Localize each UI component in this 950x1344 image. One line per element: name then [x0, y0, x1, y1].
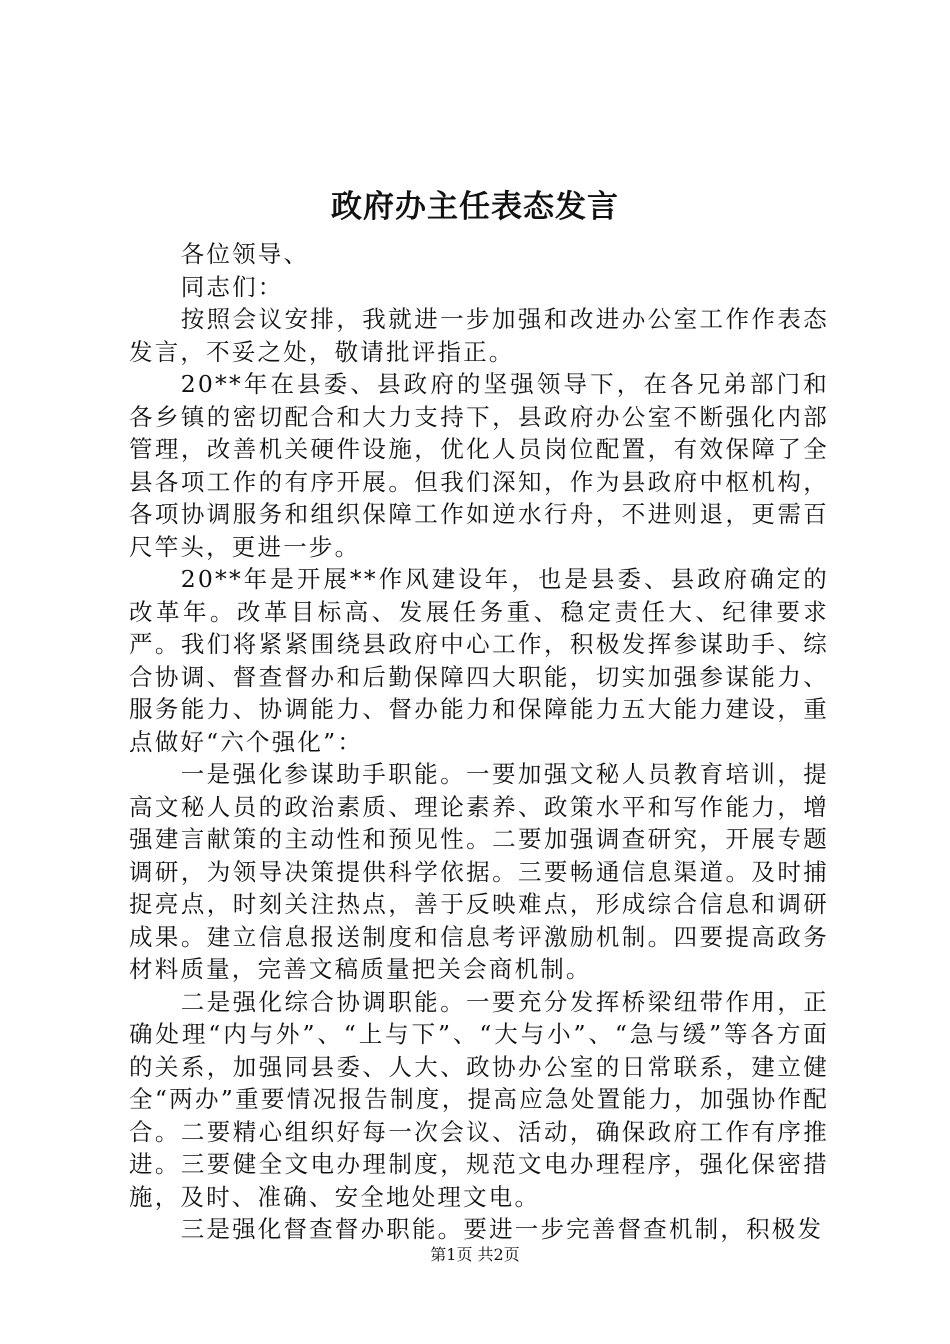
salutation-line-2: 同志们： — [180, 272, 284, 301]
body-paragraph: 20**年在县委、县政府的坚强领导下，在各兄弟部门和各乡镇的密切配合和大力支持下，县政府办公室不断强化内部管理，改善机关硬件设施，优化人员岗位配置，有效保障了全县各项工作的有序开展。但我们深知，作为县政府中枢机构，各项协调服务和组织保障工作如逆水行舟，不进则退，更需百尺竿头，更进一步。 — [129, 370, 829, 561]
document-body — [129, 238, 829, 1246]
document-title: 政府办主任表态发言 — [331, 189, 619, 225]
body-paragraph: 二是强化综合协调职能。一要充分发挥桥梁纽带作用，正确处理“内与外”、“上与下”、“大与小”、“急与缓”等各方面的关系，加强同县委、人大、政协办公室的日常联系，建立健全“两办”重要情况报告制度，提高应急处置能力，加强协作配合。二要精心组织好每一次会议、活动，确保政府工作有序推进。三要健全文电办理制度，规范文电办理程序，强化保密措施，及时、准确、安全地处理文电。 — [129, 987, 829, 1211]
salutation-line-1: 各位领导、 — [180, 240, 310, 268]
body-paragraph: 一是强化参谋助手职能。一要加强文秘人员教育培训，提高文秘人员的政治素质、理论素养、政策水平和写作能力，增强建言献策的主动性和预见性。二要加强调查研究，开展专题调研，为领导决策提供科学依据。三要畅通信息渠道。及时捕捉亮点，时刻关注热点，善于反映难点，形成综合信息和调研成果。建立信息报送制度和信息考评激励机制。四要提高政务材料质量，完善文稿质量把关会商机制。 — [129, 760, 829, 983]
page-number-footer: 第1页 共2页 — [430, 1245, 520, 1264]
body-paragraph: 按照会议安排，我就进一步加强和改进办公室工作作表态发言，不妥之处，敬请批评指正。 — [129, 305, 829, 366]
body-paragraph: 三是强化督查督办职能。要进一步完善督查机制，积极发 — [180, 1215, 824, 1243]
body-paragraph: 20**年是开展**作风建设年，也是县委、县政府确定的改革年。改革目标高、发展任务重、稳定责任大、纪律要求严。我们将紧紧围绕县政府中心工作，积极发挥参谋助手、综合协调、督查督办和后勤保障四大职能，切实加强参谋能力、服务能力、协调能力、督办能力和保障能力五大能力建设，重点做好“六个强化”： — [129, 565, 829, 756]
